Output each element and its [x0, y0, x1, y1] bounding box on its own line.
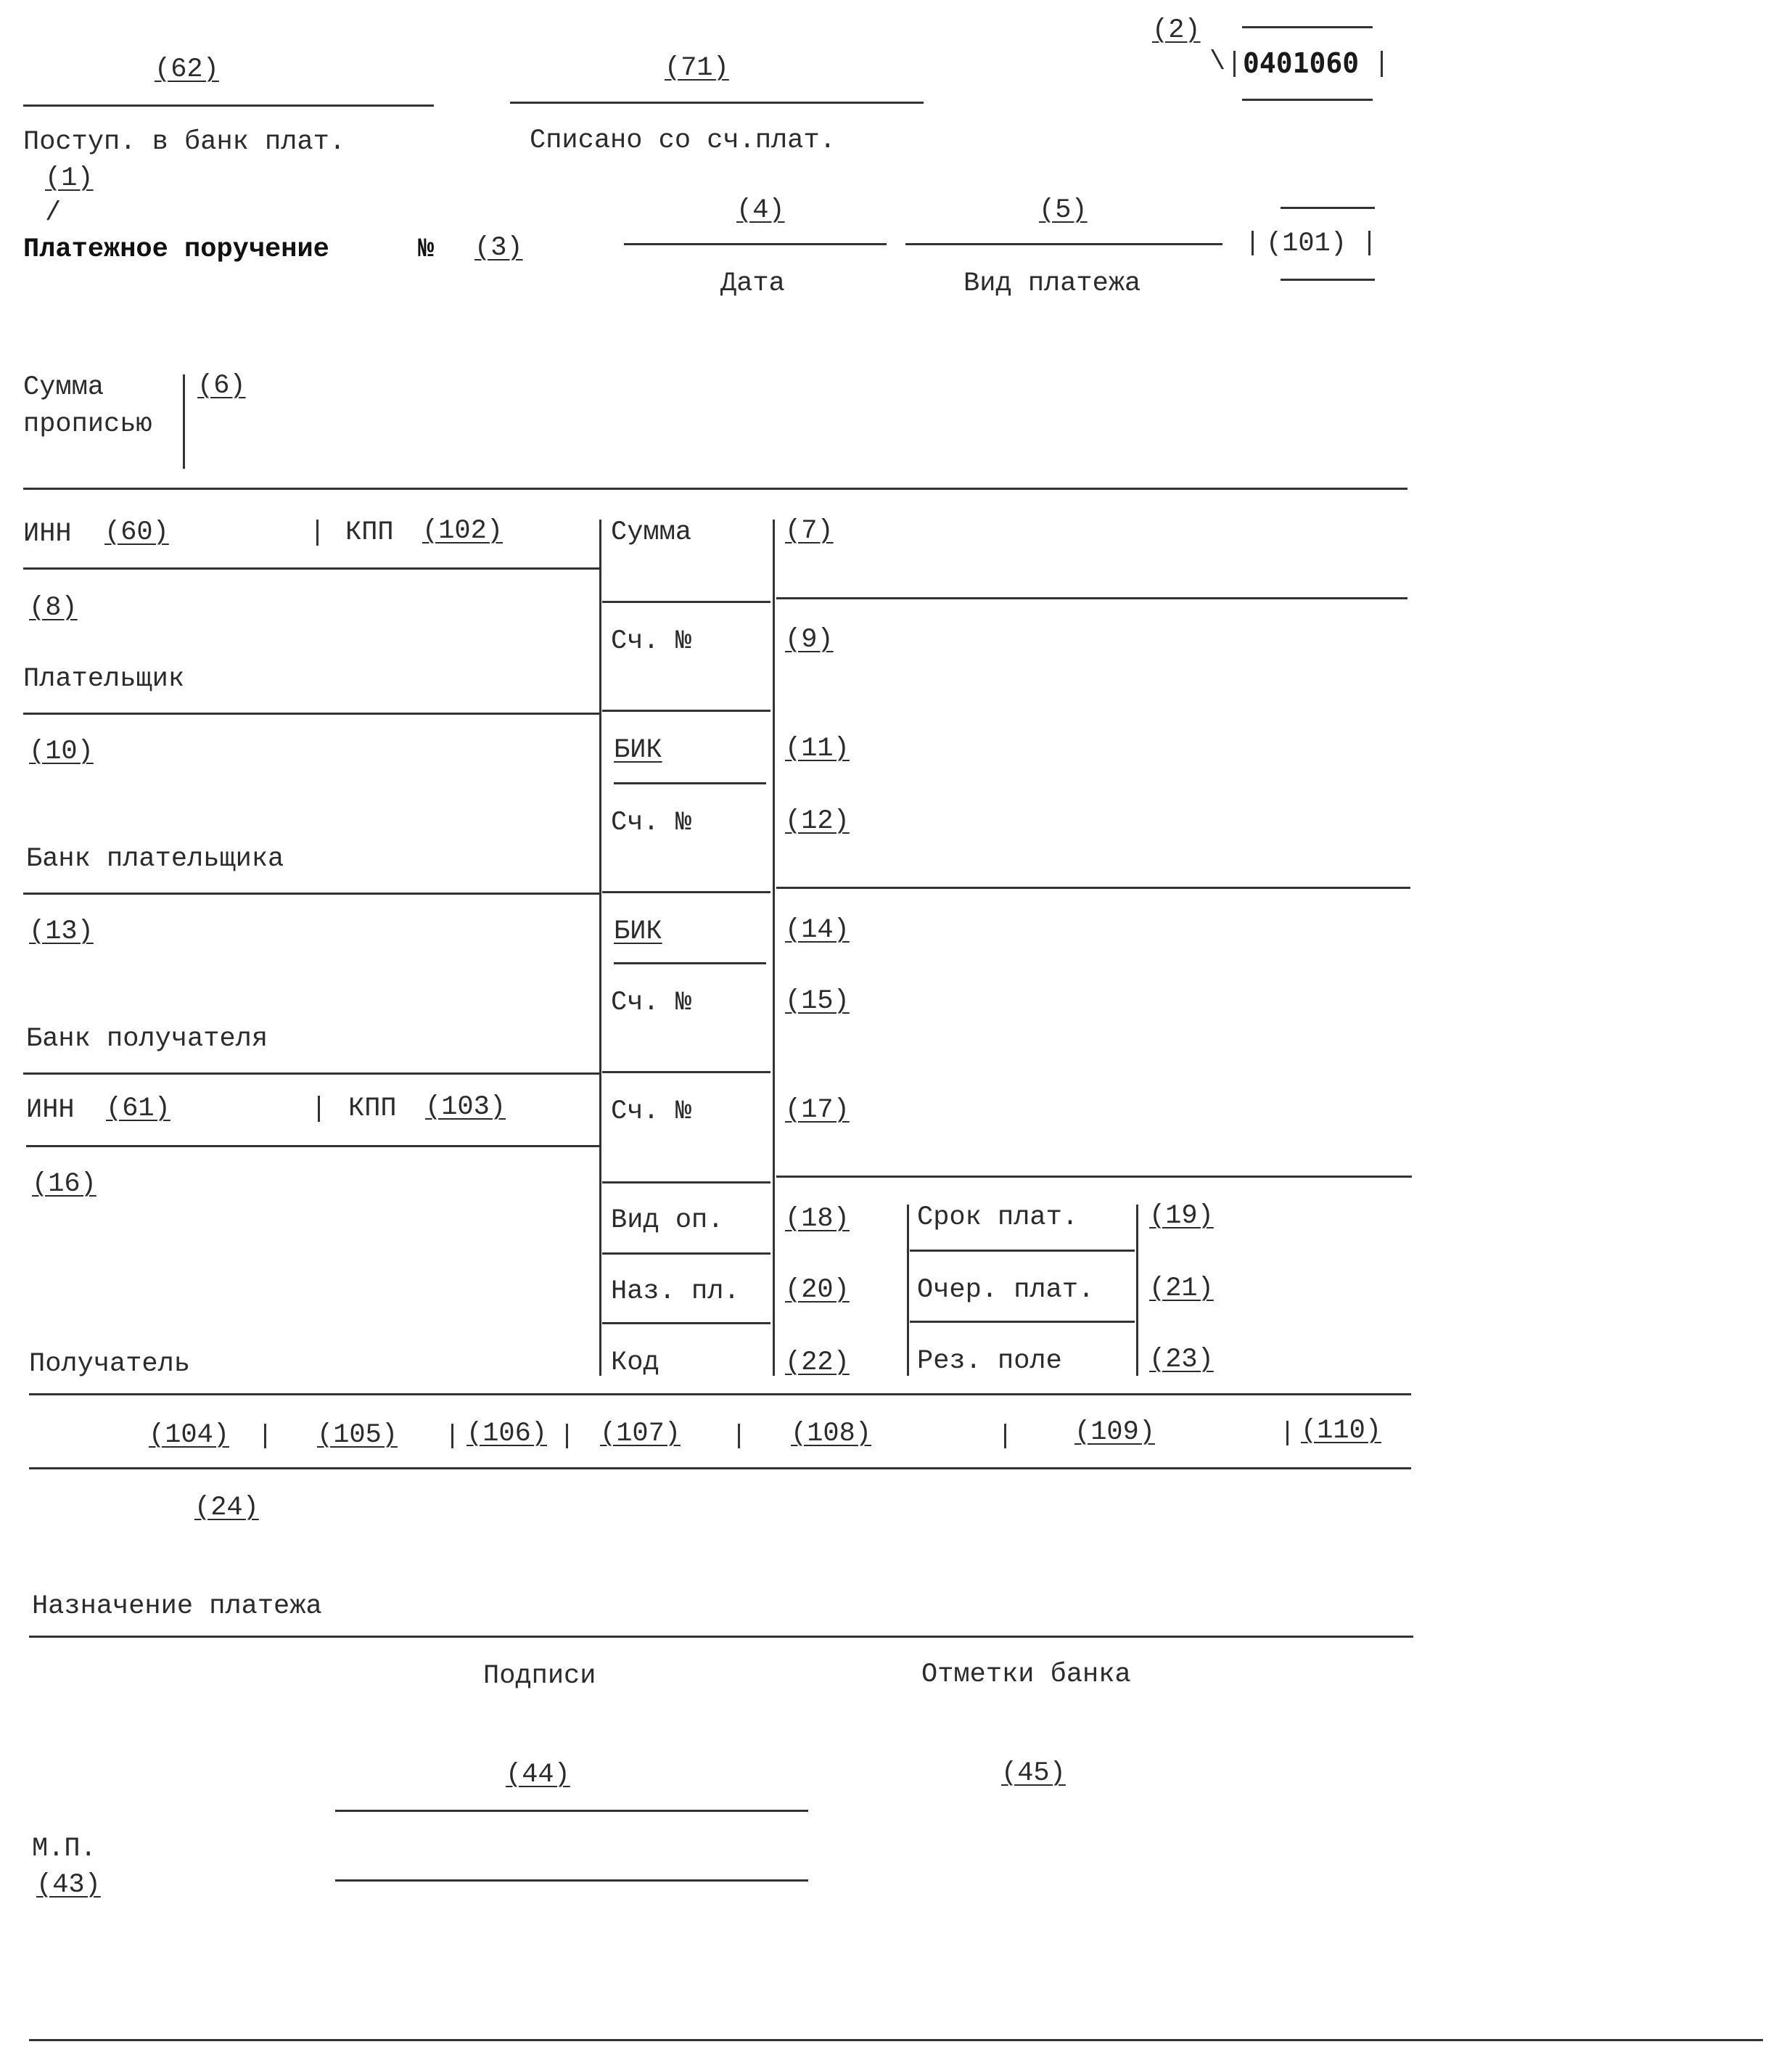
tax-divider-2 [451, 1424, 453, 1448]
field-16[interactable]: (16) [32, 1169, 96, 1199]
term-column-right-bar [1136, 1205, 1138, 1376]
payment-purpose-label: Назначение платежа [32, 1591, 322, 1622]
tax-divider-4 [738, 1424, 740, 1448]
stamp-label: М.П. [32, 1834, 96, 1864]
operation-type-label: Вид оп. [611, 1205, 724, 1236]
amount-words-bottom-line [23, 488, 1407, 490]
field-12[interactable]: (12) [785, 806, 850, 837]
field-44[interactable]: (44) [506, 1760, 570, 1790]
field-2[interactable]: (2) [1152, 15, 1201, 46]
form-code-right-bar [1381, 51, 1383, 77]
field-19[interactable]: (19) [1149, 1201, 1214, 1231]
tax-row-top-line [29, 1393, 1411, 1395]
payer-inn-bottom-line [23, 567, 599, 570]
field-15[interactable]: (15) [785, 986, 850, 1017]
amount-right-line [776, 597, 1407, 599]
signatures-label: Подписи [483, 1661, 596, 1691]
received-date-line [23, 104, 434, 107]
payer-inn-label: ИНН [23, 519, 72, 549]
field-101[interactable]: (101) [1266, 229, 1347, 259]
form-code-bottom-line [1242, 99, 1373, 101]
date-line [624, 243, 887, 245]
payer-bank-right-line [776, 887, 1410, 889]
field-43[interactable]: (43) [36, 1870, 101, 1900]
field-8[interactable]: (8) [29, 593, 78, 623]
account-cell-4-bottom [602, 1181, 770, 1184]
account-cell-1-bottom [602, 710, 770, 712]
field-71[interactable]: (71) [665, 53, 729, 83]
field-106[interactable]: (106) [467, 1419, 548, 1449]
field-4[interactable]: (4) [736, 195, 785, 226]
field-110[interactable]: (110) [1301, 1416, 1382, 1446]
payer-kpp-label: КПП [345, 517, 394, 548]
payment-purpose-code-label: Наз. пл. [611, 1276, 740, 1307]
account-cell-2-bottom [602, 891, 770, 893]
debited-from-account-label: Списано со сч.плат. [530, 126, 836, 156]
payee-account-right-line [776, 1176, 1412, 1178]
field-103[interactable]: (103) [425, 1092, 506, 1123]
amount-words-label-2: прописью [23, 409, 152, 440]
payment-type-line [905, 243, 1222, 245]
form-code-top-line [1242, 26, 1373, 28]
payment-priority-label: Очер. плат. [917, 1275, 1095, 1305]
form-code-left-bar [1233, 51, 1236, 77]
field-101-bottom-line [1281, 279, 1375, 281]
field-20[interactable]: (20) [785, 1275, 850, 1305]
number-sign: № [418, 234, 435, 265]
payment-priority-bottom [910, 1321, 1135, 1323]
account-label-1: Сч. № [611, 626, 692, 657]
account-label-4: Сч. № [611, 1096, 692, 1127]
payee-inn-label: ИНН [26, 1095, 75, 1125]
field-105[interactable]: (105) [317, 1420, 398, 1451]
payee-inn-kpp-divider [318, 1096, 320, 1122]
field-109[interactable]: (109) [1074, 1417, 1156, 1448]
signature-line-1 [335, 1810, 808, 1812]
field-45[interactable]: (45) [1001, 1758, 1066, 1789]
amount-cell-bottom [602, 601, 770, 603]
field-22[interactable]: (22) [785, 1347, 850, 1378]
payee-bank-label: Банк получателя [26, 1024, 268, 1054]
tax-row-bottom-line [29, 1467, 1411, 1469]
term-column-left-bar [907, 1205, 909, 1376]
bik-label-2: БИК [614, 916, 662, 947]
payer-inn-kpp-divider [316, 520, 318, 546]
field-101-left-bar [1251, 231, 1254, 255]
payment-type-label: Вид платежа [963, 268, 1141, 299]
document-title: Платежное поручение [23, 234, 329, 265]
field-1[interactable]: (1) [45, 163, 94, 194]
field-14[interactable]: (14) [785, 915, 850, 945]
field-107[interactable]: (107) [600, 1419, 681, 1449]
field-6[interactable]: (6) [197, 371, 246, 401]
field-7[interactable]: (7) [785, 516, 834, 546]
field-108[interactable]: (108) [791, 1419, 872, 1449]
field-24[interactable]: (24) [194, 1493, 259, 1523]
field-104[interactable]: (104) [149, 1420, 230, 1451]
tax-divider-5 [1004, 1424, 1006, 1448]
field-11[interactable]: (11) [785, 734, 850, 764]
purpose-bottom-line [29, 1636, 1413, 1638]
middle-column-right-bar [773, 520, 775, 1376]
amount-words-label-1: Сумма [23, 372, 104, 403]
payer-bank-bottom-line [23, 893, 599, 895]
debited-date-line [510, 102, 924, 104]
field-60[interactable]: (60) [104, 517, 169, 548]
field-61[interactable]: (61) [106, 1094, 170, 1124]
payment-term-bottom [910, 1250, 1135, 1252]
tax-divider-3 [566, 1424, 568, 1448]
field-5[interactable]: (5) [1039, 195, 1088, 226]
field-3[interactable]: (3) [474, 233, 523, 263]
page-bottom-line [29, 2039, 1763, 2041]
amount-words-divider [183, 374, 185, 469]
field-23[interactable]: (23) [1149, 1345, 1214, 1375]
payer-bank-label: Банк плательщика [26, 844, 284, 874]
amount-label: Сумма [611, 517, 692, 548]
account-cell-3-bottom [602, 1071, 770, 1073]
payee-kpp-label: КПП [348, 1094, 397, 1124]
tax-divider-6 [1286, 1421, 1288, 1445]
field-10[interactable]: (10) [29, 737, 94, 767]
field-102[interactable]: (102) [422, 516, 504, 546]
code-label: Код [611, 1347, 659, 1378]
account-label-3: Сч. № [611, 988, 692, 1018]
account-label-2: Сч. № [611, 808, 692, 838]
payee-label: Получатель [29, 1349, 191, 1379]
signature-line-2 [335, 1879, 808, 1882]
field-101-top-line [1281, 207, 1375, 209]
form-code-slash: \ [1209, 47, 1226, 78]
bik-label-1: БИК [614, 735, 662, 766]
field-101-right-bar [1368, 231, 1370, 255]
payer-bottom-line [23, 713, 599, 715]
payee-bank-bottom-line [23, 1072, 599, 1075]
form-code: 0401060 [1243, 47, 1360, 79]
tax-divider-1 [264, 1424, 266, 1448]
middle-column-left-bar [599, 520, 601, 1376]
operation-type-bottom [602, 1252, 770, 1255]
field-9[interactable]: (9) [785, 625, 834, 655]
bank-marks-label: Отметки банка [921, 1660, 1131, 1690]
bik-cell-1-bottom [614, 782, 766, 784]
payee-inn-bottom-line [26, 1145, 599, 1147]
payer-label: Плательщик [23, 664, 185, 694]
date-label: Дата [720, 268, 785, 299]
field-17[interactable]: (17) [785, 1095, 850, 1125]
payment-term-label: Срок плат. [917, 1202, 1079, 1233]
purpose-code-bottom [602, 1322, 770, 1324]
reserve-field-label: Рез. поле [917, 1346, 1062, 1377]
field-21[interactable]: (21) [1149, 1273, 1214, 1304]
received-in-bank-label: Поступ. в банк плат. [23, 127, 346, 157]
field-13[interactable]: (13) [29, 916, 94, 947]
field-18[interactable]: (18) [785, 1204, 850, 1234]
field-62[interactable]: (62) [155, 54, 219, 85]
field-1-slash: / [45, 198, 62, 229]
bik-cell-2-bottom [614, 962, 766, 964]
